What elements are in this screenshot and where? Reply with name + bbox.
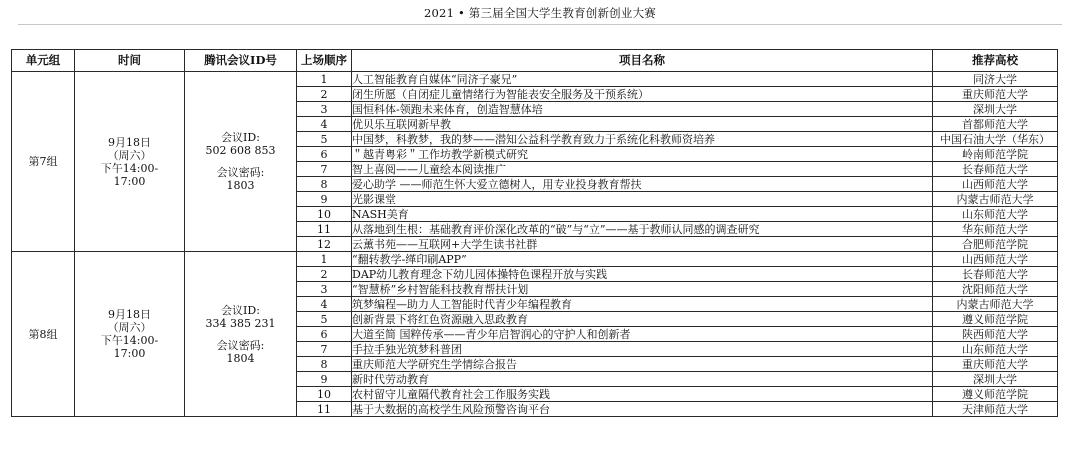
school-cell: 山西师范大学 (933, 177, 1058, 192)
project-name-cell: 从落地到生根：基础教育评价深化改革的“破”与“立”——基于教师认同感的调查研究 (352, 222, 933, 237)
school-cell: 首都师范大学 (933, 117, 1058, 132)
column-header-order: 上场顺序 (297, 50, 352, 72)
project-name-cell: 云薰书苑——互联网+大学生读书社群 (352, 237, 933, 252)
table-row (12, 72, 1058, 87)
project-name-cell: 国恒科体-领跑未来体育，创造智慧体培 (352, 102, 933, 117)
order-cell: 7 (297, 342, 352, 357)
column-header-school: 推荐高校 (933, 50, 1058, 72)
order-cell: 9 (297, 192, 352, 207)
project-name-cell: 新时代劳动教育 (352, 372, 933, 387)
project-name-cell: 优贝乐互联网新早教 (352, 117, 933, 132)
meeting-password-label: 会议密码: (216, 166, 265, 179)
order-cell: 10 (297, 207, 352, 222)
order-cell: 12 (297, 237, 352, 252)
project-name-cell: 闭生所愿（自闭症儿童情绪行为智能表安全服务及干预系统） (352, 87, 933, 102)
school-cell: 深圳大学 (933, 372, 1058, 387)
time-line: （周六） (107, 148, 152, 162)
spacer (185, 157, 296, 166)
header-row (12, 50, 1058, 72)
order-cell: 1 (297, 252, 352, 267)
school-cell: 合肥师范学院 (933, 237, 1058, 252)
school-cell: 遵义师范学院 (933, 387, 1058, 402)
spacer (185, 330, 296, 339)
order-cell: 5 (297, 312, 352, 327)
order-cell: 2 (297, 87, 352, 102)
meeting-password-value: 1804 (226, 351, 255, 365)
project-name-cell: “智慧桥”乡村智能科技教育帮扶计划 (352, 282, 933, 297)
time-cell (75, 252, 185, 417)
project-name-cell: 筑梦编程—助力人工智能时代青少年编程教育 (352, 297, 933, 312)
project-name-cell: 基于大数据的高校学生风险预警咨询平台 (352, 402, 933, 417)
order-cell: 6 (297, 327, 352, 342)
meeting-id-value: 334 385 231 (205, 316, 276, 330)
school-cell: 陕西师范大学 (933, 327, 1058, 342)
project-name-cell: “翻转教学-缂印刷APP” (352, 252, 933, 267)
meeting-info-cell (185, 252, 297, 417)
order-cell: 8 (297, 177, 352, 192)
page-header (18, 0, 1062, 25)
column-header-time: 时间 (75, 50, 185, 72)
order-cell: 10 (297, 387, 352, 402)
order-cell: 7 (297, 162, 352, 177)
schedule-body (12, 72, 1058, 417)
project-name-cell: 大道至简 国粹传承——青少年启智润心的守护人和创新者 (352, 327, 933, 342)
column-header-project: 项目名称 (352, 50, 933, 72)
project-name-cell: NASH美育 (352, 207, 933, 222)
project-name-cell: DAP幼儿教育理念下幼儿园体操特色课程开放与实践 (352, 267, 933, 282)
school-cell: 长春师范大学 (933, 267, 1058, 282)
project-name-cell: 智上喜阅——儿童绘本阅读推广 (352, 162, 933, 177)
project-name-cell: 人工智能教育自媒体“同济子豪兄” (352, 72, 933, 87)
school-cell: 深圳大学 (933, 102, 1058, 117)
school-cell: 长春师范大学 (933, 162, 1058, 177)
school-cell: 内蒙古师范大学 (933, 297, 1058, 312)
school-cell: 内蒙古师范大学 (933, 192, 1058, 207)
school-cell: 遵义师范学院 (933, 312, 1058, 327)
meeting-password-label: 会议密码: (216, 338, 265, 352)
order-cell: 5 (297, 132, 352, 147)
school-cell: 山东师范大学 (933, 342, 1058, 357)
order-cell: 2 (297, 267, 352, 282)
school-cell: 山西师范大学 (933, 252, 1058, 267)
school-cell: 中国石油大学（华东） (933, 132, 1058, 147)
project-name-cell: 光影课堂 (352, 192, 933, 207)
column-header-meeting-id: 腾讯会议ID号 (185, 50, 297, 72)
project-name-cell: ＂越青粤彩＂工作坊教学新模式研究 (352, 147, 933, 162)
order-cell: 1 (297, 72, 352, 87)
order-cell: 4 (297, 297, 352, 312)
time-cell (75, 72, 185, 252)
school-cell: 天津师范大学 (933, 402, 1058, 417)
school-cell: 同济大学 (933, 72, 1058, 87)
order-cell: 3 (297, 102, 352, 117)
group-name-cell: 第8组 (12, 252, 75, 417)
time-line: 下午14:00- (100, 161, 159, 175)
page-header-title: 2021 • 第三届全国大学生教育创新创业大赛 (424, 6, 656, 20)
school-cell: 重庆师范大学 (933, 357, 1058, 372)
project-name-cell: 中国梦，科教梦，我的梦——潜知公益科学教育致力于系统化科教师资培养 (352, 132, 933, 147)
group-name-cell: 第7组 (12, 72, 75, 252)
meeting-info-cell (185, 72, 297, 252)
order-cell: 4 (297, 117, 352, 132)
project-name-cell: 爱心助学 ——师范生怀大爱立德树人，用专业投身教育帮扶 (352, 177, 933, 192)
school-cell: 岭南师范学院 (933, 147, 1058, 162)
order-cell: 6 (297, 147, 352, 162)
table-row (12, 252, 1058, 267)
school-cell: 重庆师范大学 (933, 87, 1058, 102)
meeting-id-label: 会议ID: (221, 131, 260, 144)
project-name-cell: 创新背景下将红色资源融入思政教育 (352, 312, 933, 327)
school-cell: 沈阳师范大学 (933, 282, 1058, 297)
time-line: 17:00 (113, 174, 146, 188)
order-cell: 11 (297, 402, 352, 417)
school-cell: 华东师范大学 (933, 222, 1058, 237)
order-cell: 9 (297, 372, 352, 387)
project-name-cell: 重庆师范大学研究生学情综合报告 (352, 357, 933, 372)
column-header-group: 单元组 (12, 50, 75, 72)
meeting-password-value: 1803 (226, 179, 255, 192)
time-line: 下午14:00- (100, 334, 159, 347)
time-line: 17:00 (113, 347, 146, 360)
time-line: 9月18日 (108, 308, 151, 321)
meeting-id-label: 会议ID: (221, 303, 260, 317)
order-cell: 8 (297, 357, 352, 372)
school-cell: 山东师范大学 (933, 207, 1058, 222)
project-name-cell: 农村留守儿童隔代教育社会工作服务实践 (352, 387, 933, 402)
meeting-id-value: 502 608 853 (205, 144, 276, 157)
order-cell: 11 (297, 222, 352, 237)
schedule-table (11, 49, 1058, 417)
order-cell: 3 (297, 282, 352, 297)
project-name-cell: 手拉手独光筑梦科普团 (352, 342, 933, 357)
time-line: （周六） (107, 321, 152, 334)
time-line: 9月18日 (108, 135, 151, 149)
